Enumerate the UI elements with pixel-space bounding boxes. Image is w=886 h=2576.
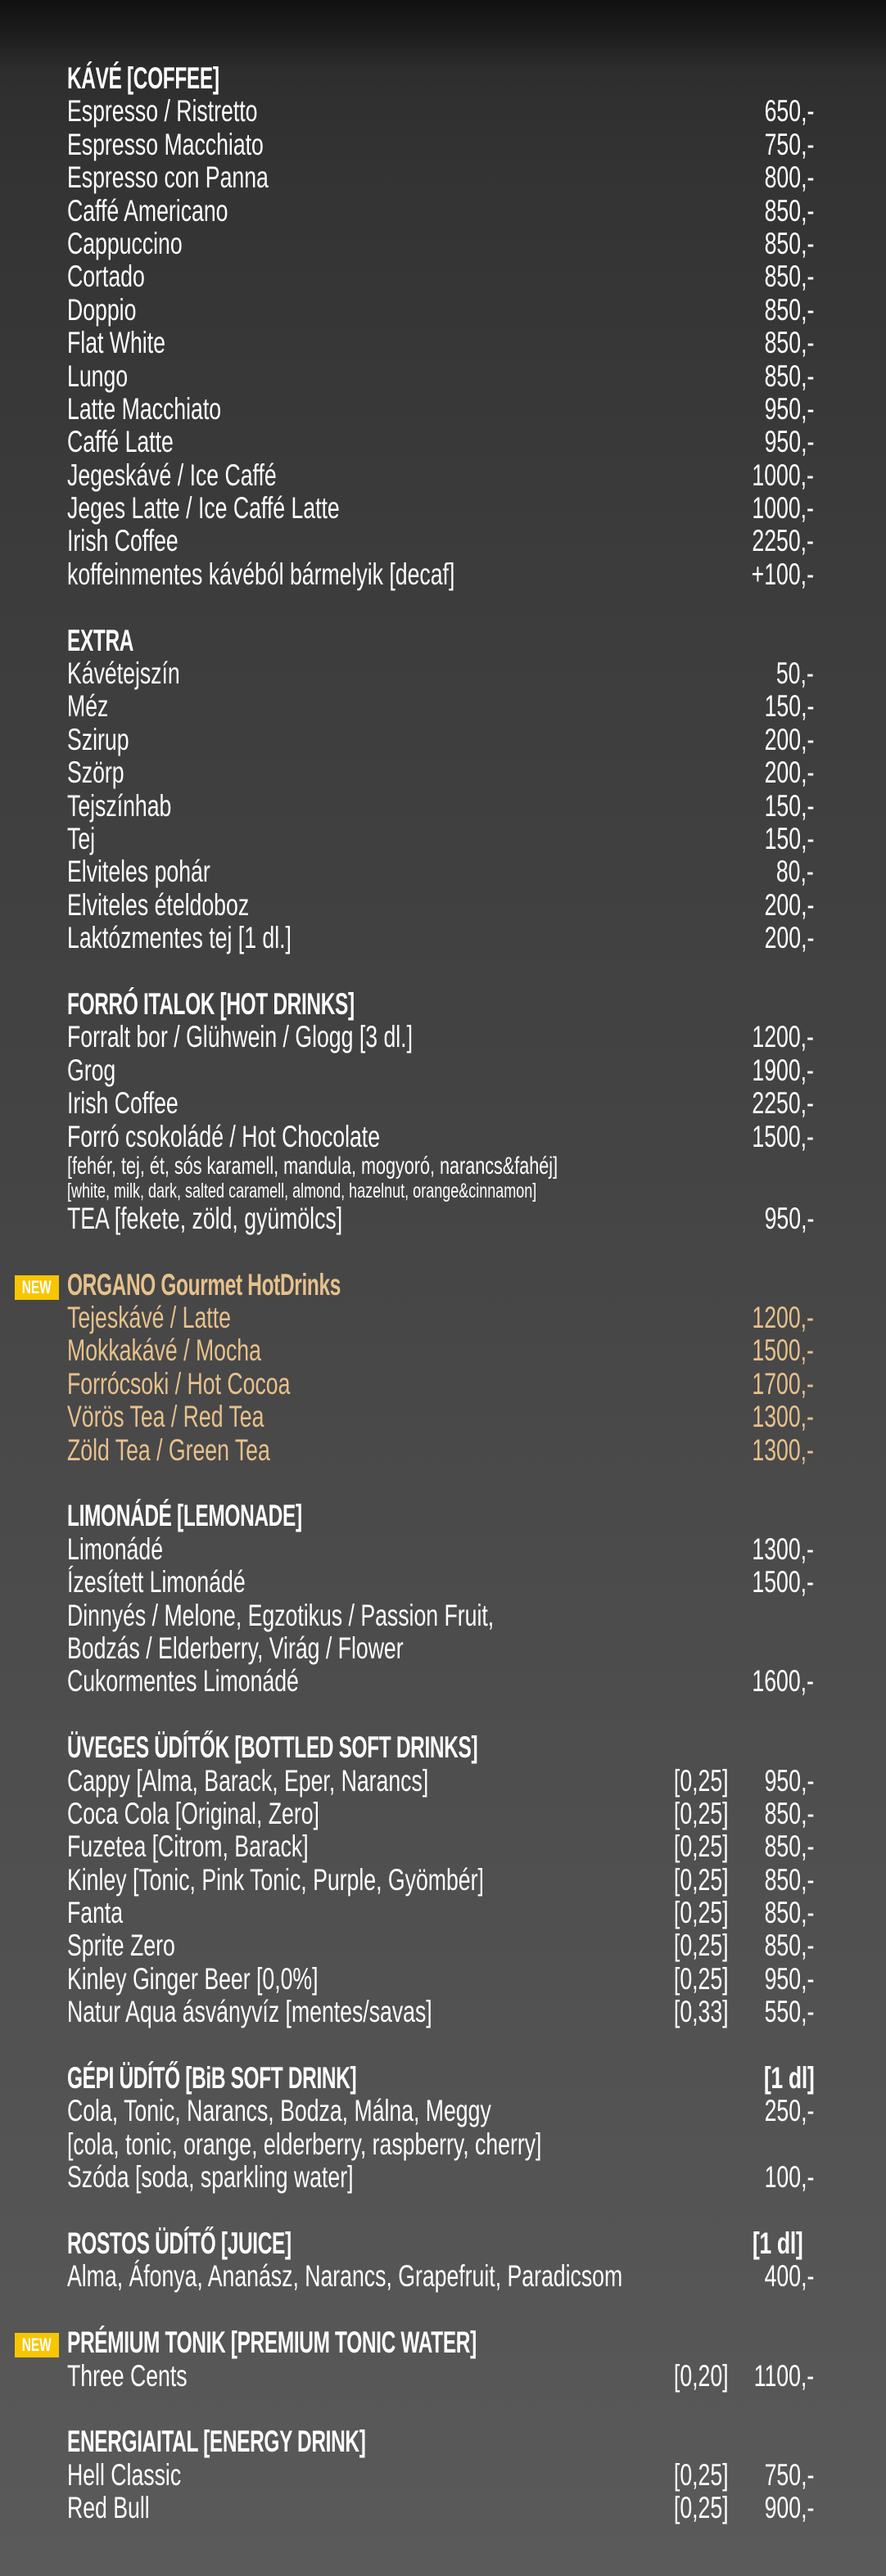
item-name: Limonádé	[67, 1532, 164, 1566]
menu-item	[67, 1632, 814, 1665]
menu-item	[67, 1121, 814, 1153]
item-size: [0,25]	[674, 1763, 729, 1798]
item-name: Forró csokoládé / Hot Chocolate	[67, 1119, 381, 1153]
item-note	[67, 1153, 814, 1180]
item-name: Méz	[67, 689, 109, 724]
item-price: 750,-	[764, 127, 814, 161]
item-price: 2250,-	[752, 524, 814, 558]
item-price: 950,-	[764, 425, 814, 459]
menu-item	[67, 657, 814, 690]
item-size: [0,25]	[674, 1896, 729, 1930]
item-price: 1500,-	[752, 1333, 814, 1368]
section-heading	[67, 1500, 814, 1532]
section-heading	[67, 1731, 814, 1764]
menu-item	[67, 2128, 814, 2161]
menu-item	[67, 1996, 814, 2028]
section-title: EXTRA	[67, 623, 134, 657]
menu-item	[67, 260, 814, 293]
item-name: Flat White	[67, 326, 165, 360]
section-bib-soft-drink	[67, 2062, 814, 2195]
drink-menu	[22, 61, 814, 2558]
menu-item	[67, 1302, 814, 1334]
item-name: Mokkakávé / Mocha	[67, 1333, 261, 1368]
section-heading	[67, 988, 814, 1021]
menu-item	[67, 129, 814, 161]
item-name: Elviteles pohár	[67, 855, 210, 889]
item-price: 800,-	[764, 160, 814, 195]
item-price: 1200,-	[752, 1301, 814, 1335]
item-name: Kávétejszín	[67, 656, 180, 691]
item-name: Coca Cola [Original, Zero]	[67, 1796, 319, 1830]
item-size: [0,25]	[674, 1862, 729, 1897]
item-price: 950,-	[764, 391, 814, 426]
menu-item	[67, 1054, 814, 1087]
section-juice	[67, 2227, 814, 2294]
item-name: Espresso con Panna	[67, 160, 269, 195]
item-name: Vörös Tea / Red Tea	[67, 1400, 264, 1434]
menu-item	[67, 294, 814, 327]
menu-item	[67, 525, 814, 557]
item-name: koffeinmentes kávéból bármelyik [decaf]	[67, 557, 455, 591]
item-price: 950,-	[764, 1961, 814, 1996]
item-price: 650,-	[764, 94, 814, 129]
section-heading	[67, 625, 814, 657]
item-name: Ízesített Limonádé	[67, 1565, 246, 1599]
menu-item	[67, 459, 814, 492]
menu-item	[67, 1434, 814, 1467]
item-price: 850,-	[764, 226, 814, 260]
item-price: 200,-	[764, 756, 814, 790]
menu-item	[67, 1864, 814, 1897]
menu-item	[67, 95, 814, 128]
item-name: Caffé Latte	[67, 425, 174, 459]
item-name: Fuzetea [Citrom, Barack]	[67, 1829, 309, 1864]
item-price: 1300,-	[752, 1532, 814, 1566]
item-name: Lungo	[67, 359, 129, 393]
item-price: 850,-	[764, 1929, 814, 1963]
item-name: Fanta	[67, 1896, 124, 1930]
menu-item	[67, 1401, 814, 1433]
section-energy-drink	[67, 2425, 814, 2524]
item-price: 200,-	[764, 722, 814, 756]
menu-item	[67, 1897, 814, 1929]
item-price: 850,-	[764, 1796, 814, 1830]
item-name: Grog	[67, 1053, 116, 1087]
menu-item	[67, 360, 814, 393]
section-unit: [1 dl]	[752, 2226, 802, 2260]
menu-item	[67, 1830, 814, 1863]
item-name: Bodzás / Elderberry, Virág / Flower	[67, 1631, 404, 1665]
menu-item	[67, 1963, 814, 1996]
section-coffee	[67, 62, 814, 591]
item-name: Szörp	[67, 756, 124, 790]
item-name: Irish Coffee	[67, 524, 179, 558]
item-price: 150,-	[764, 788, 814, 823]
section-premium-tonic	[22, 2326, 814, 2393]
item-name: Zöld Tea / Green Tea	[67, 1432, 270, 1467]
item-name: Cappy [Alma, Barack, Eper, Narancs]	[67, 1763, 429, 1798]
section-heading	[67, 2425, 814, 2458]
item-price: 1500,-	[752, 1565, 814, 1599]
item-price: 1000,-	[752, 458, 814, 492]
item-price: 250,-	[764, 2094, 814, 2128]
section-hot-drinks	[67, 988, 814, 1235]
item-price: 1500,-	[752, 1119, 814, 1153]
section-title: ÜVEGES ÜDÍTŐK [BOTTLED SOFT DRINKS]	[67, 1730, 478, 1765]
menu-item	[67, 823, 814, 855]
item-price: 950,-	[764, 1763, 814, 1798]
item-name: Elviteles ételdoboz	[67, 887, 250, 922]
item-price: +100,-	[751, 557, 814, 591]
item-note-hu: [fehér, tej, ét, sós karamell, mandula, mogyoró, narancs&fahéj]	[67, 1152, 558, 1180]
section-title: FORRÓ ITALOK [HOT DRINKS]	[67, 986, 355, 1021]
menu-item	[67, 1202, 814, 1235]
item-name: [cola, tonic, orange, elderberry, raspberry, cherry]	[67, 2127, 542, 2161]
item-price: 1900,-	[752, 1053, 814, 1087]
item-price: 200,-	[764, 921, 814, 955]
item-name: Tej	[67, 821, 96, 855]
item-price: 1300,-	[752, 1432, 814, 1467]
item-price: 1700,-	[752, 1366, 814, 1401]
item-name: Kinley Ginger Beer [0,0%]	[67, 1961, 319, 1996]
item-name: Espresso / Ristretto	[67, 94, 258, 129]
menu-item	[67, 1533, 814, 1566]
menu-item	[67, 2095, 814, 2127]
item-name: Forrócsoki / Hot Cocoa	[67, 1366, 291, 1401]
item-price: 550,-	[764, 1995, 814, 2029]
item-name: Cukormentes Limonádé	[67, 1664, 299, 1699]
menu-item	[67, 1765, 814, 1798]
menu-item	[67, 161, 814, 194]
menu-item	[67, 2260, 814, 2293]
item-name: Caffé Americano	[67, 193, 228, 228]
menu-item	[67, 1566, 814, 1599]
item-size: [0,25]	[674, 1796, 729, 1830]
item-price: 1600,-	[752, 1664, 814, 1699]
item-name: Alma, Áfonya, Ananász, Narancs, Grapefruit, Paradicsom	[67, 2259, 623, 2294]
item-price: 1200,-	[752, 1020, 814, 1054]
menu-item	[67, 1798, 814, 1830]
menu-item	[67, 1368, 814, 1401]
section-title: ORGANO Gourmet HotDrinks	[67, 1267, 341, 1302]
section-heading	[67, 62, 814, 95]
menu-item	[67, 2360, 814, 2393]
item-price: 1300,-	[752, 1400, 814, 1434]
item-price: 950,-	[764, 1201, 814, 1235]
item-name: Red Bull	[67, 2491, 150, 2525]
item-name: Espresso Macchiato	[67, 127, 264, 161]
section-title: KÁVÉ [COFFEE]	[67, 61, 219, 95]
item-size: [0,25]	[674, 2491, 729, 2525]
menu-item	[67, 228, 814, 260]
item-name: Szirup	[67, 722, 129, 756]
item-name: Cappuccino	[67, 226, 183, 260]
item-name: Cortado	[67, 259, 145, 294]
item-price: 100,-	[764, 2160, 814, 2195]
item-size: [0,25]	[674, 1829, 729, 1864]
item-price: 400,-	[764, 2259, 814, 2294]
item-name: Cola, Tonic, Narancs, Bodza, Málna, Meggy	[67, 2094, 491, 2128]
item-name: Kinley [Tonic, Pink Tonic, Purple, Gyömbér]	[67, 1862, 484, 1897]
item-name: Tejszínhab	[67, 788, 172, 823]
item-name: Three Cents	[67, 2358, 188, 2393]
item-price: 200,-	[764, 887, 814, 922]
menu-item	[67, 889, 814, 922]
new-badge-label: NEW	[22, 2335, 52, 2356]
section-heading	[67, 1269, 814, 1302]
section-heading	[67, 2062, 814, 2095]
section-title: PRÉMIUM TONIK [PREMIUM TONIC WATER]	[67, 2326, 477, 2360]
item-price: 750,-	[764, 2457, 814, 2492]
section-title: ROSTOS ÜDÍTŐ [JUICE]	[67, 2226, 292, 2260]
menu-item	[67, 724, 814, 756]
item-price: 80,-	[776, 855, 814, 889]
menu-item	[67, 1087, 814, 1120]
item-price: 850,-	[764, 259, 814, 294]
item-price: 150,-	[764, 821, 814, 855]
new-badge	[15, 1275, 59, 1300]
item-price: 850,-	[764, 1896, 814, 1930]
item-name: Dinnyés / Melone, Egzotikus / Passion Fruit,	[67, 1598, 495, 1632]
item-price: 850,-	[764, 1829, 814, 1864]
item-name: Latte Macchiato	[67, 391, 222, 426]
menu-item	[67, 1929, 814, 1962]
menu-item	[67, 690, 814, 723]
item-price: 2250,-	[752, 1086, 814, 1121]
item-size: [0,33]	[674, 1995, 729, 2029]
section-extra	[67, 625, 814, 955]
item-size: [0,25]	[674, 2457, 729, 2492]
item-name: Irish Coffee	[67, 1086, 179, 1121]
item-size: [0,25]	[674, 1929, 729, 1963]
item-name: Hell Classic	[67, 2457, 182, 2492]
section-title: GÉPI ÜDÍTŐ [BiB SOFT DRINK]	[67, 2061, 357, 2096]
menu-item	[67, 790, 814, 823]
item-price: 900,-	[764, 2491, 814, 2525]
item-price: 50,-	[776, 656, 814, 691]
menu-item	[67, 1021, 814, 1053]
item-note	[67, 1180, 814, 1202]
new-badge	[15, 2333, 59, 2357]
section-unit: [1 dl]	[763, 2061, 814, 2096]
item-name: Forralt bor / Glühwein / Glogg [3 dl.]	[67, 1020, 413, 1054]
menu-item	[67, 1665, 814, 1698]
section-organo	[22, 1267, 814, 1467]
section-heading	[67, 2326, 814, 2359]
menu-item	[67, 558, 814, 591]
item-name: Szóda [soda, sparkling water]	[67, 2160, 354, 2195]
item-name: Sprite Zero	[67, 1929, 175, 1963]
menu-item	[67, 2459, 814, 2492]
section-title: ENERGIAITAL [ENERGY DRINK]	[67, 2425, 366, 2459]
menu-item	[67, 2492, 814, 2524]
menu-item	[67, 492, 814, 525]
menu-item	[67, 1334, 814, 1367]
menu-item	[67, 426, 814, 458]
item-price: 1000,-	[752, 491, 814, 526]
menu-item	[67, 327, 814, 359]
section-lemonade	[67, 1500, 814, 1698]
menu-item	[67, 2161, 814, 2194]
section-bottled-soft-drinks	[67, 1731, 814, 2029]
section-title: LIMONÁDÉ [LEMONADE]	[67, 1499, 302, 1533]
item-name: TEA [fekete, zöld, gyümölcs]	[67, 1201, 343, 1235]
item-name: Jeges Latte / Ice Caffé Latte	[67, 491, 340, 526]
item-name: Natur Aqua ásványvíz [mentes/savas]	[67, 1995, 432, 2029]
item-price: 850,-	[764, 359, 814, 393]
item-price: 850,-	[764, 326, 814, 360]
item-size: [0,25]	[674, 1961, 729, 1996]
section-heading	[67, 2227, 814, 2260]
new-badge-label: NEW	[22, 1276, 52, 1297]
menu-item	[67, 393, 814, 426]
menu-item	[67, 195, 814, 228]
menu-item	[67, 855, 814, 888]
menu-item	[67, 756, 814, 789]
item-price: 850,-	[764, 1862, 814, 1897]
item-price: 150,-	[764, 689, 814, 724]
item-name: Tejeskávé / Latte	[67, 1301, 231, 1335]
item-name: Laktózmentes tej [1 dl.]	[67, 921, 292, 955]
item-price: 850,-	[764, 193, 814, 228]
menu-item	[67, 922, 814, 954]
item-name: Doppio	[67, 292, 137, 327]
item-price: 850,-	[764, 292, 814, 327]
menu-item	[67, 1599, 814, 1632]
item-name: Jegeskávé / Ice Caffé	[67, 458, 277, 492]
item-note-en: [white, milk, dark, salted caramell, almond, hazelnut, orange&cinnamon]	[67, 1179, 537, 1202]
item-size: [0,20]	[674, 2358, 729, 2393]
item-price: 1100,-	[753, 2358, 814, 2393]
